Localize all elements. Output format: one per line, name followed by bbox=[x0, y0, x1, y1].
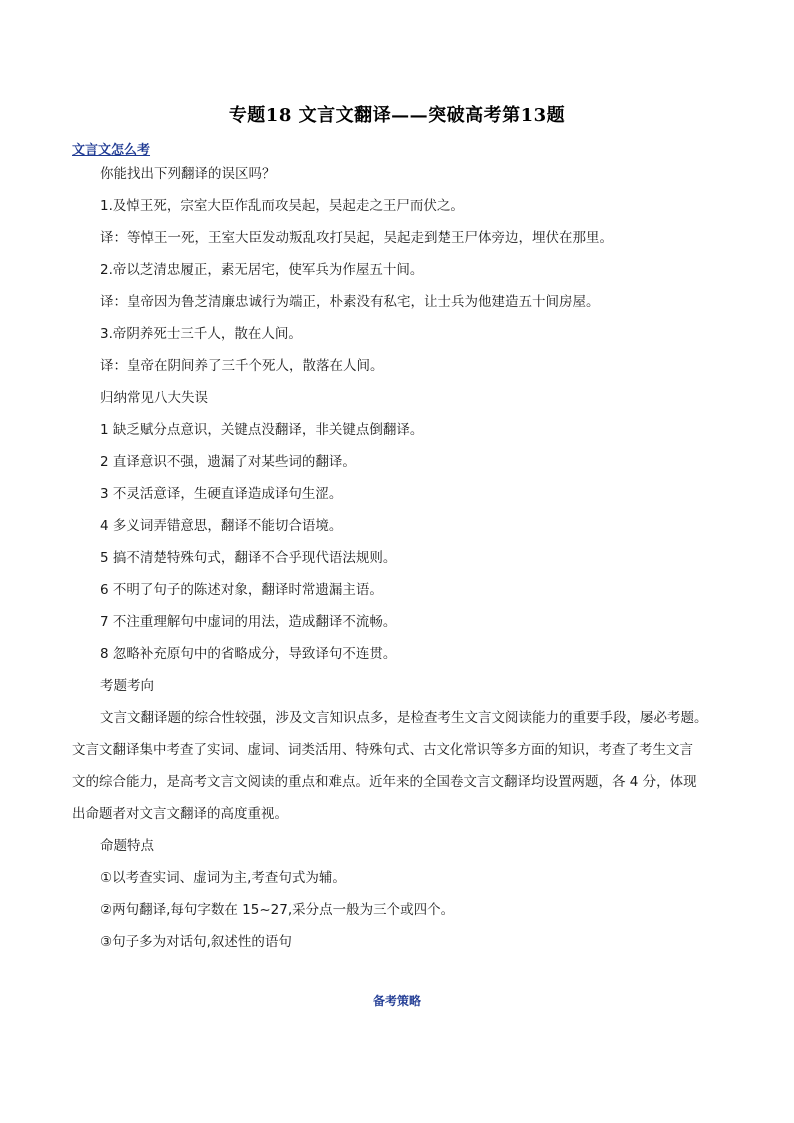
features-heading: 命题特点 bbox=[100, 838, 154, 854]
mistake-item: 6 不明了句子的陈述对象，翻译时常遗漏主语。 bbox=[100, 582, 383, 598]
paragraph-line: 出命题者对文言文翻译的高度重视。 bbox=[72, 806, 288, 822]
mistake-item: 4 多义词弄错意思，翻译不能切合语境。 bbox=[100, 518, 343, 534]
intro-question: 你能找出下列翻译的误区吗？ bbox=[100, 166, 276, 182]
mistake-item: 3 不灵活意译，生硬直译造成译句生涩。 bbox=[100, 486, 343, 502]
mistake-item: 8 忽略补充原句中的省略成分，导致译句不连贯。 bbox=[100, 646, 397, 662]
section-link-how-tested[interactable]: 文言文怎么考 bbox=[72, 143, 151, 158]
paragraph-line: 文言文翻译集中考查了实词、虚词、词类活用、特殊句式、古文化常识等多方面的知识，考查了考生文言 bbox=[72, 742, 693, 758]
example-2-translation: 译：皇帝因为鲁芝清廉忠诚行为端正，朴素没有私宅，让士兵为他建造五十间房屋。 bbox=[100, 294, 600, 310]
mistakes-heading: 归纳常见八大失误 bbox=[100, 390, 208, 406]
paragraph-line: 文言文翻译题的综合性较强，涉及文言知识点多，是检查考生文言文阅读能力的重要手段，屡必考题。 bbox=[100, 710, 708, 726]
exam-direction-heading: 考题考向 bbox=[100, 678, 154, 694]
paragraph-line: 文的综合能力，是高考文言文阅读的重点和难点。近年来的全国卷文言文翻译均设置两题，各 4 分，体现 bbox=[72, 774, 697, 790]
feature-item: ②两句翻译,每句字数在 15~27,采分点一般为三个或四个。 bbox=[100, 902, 455, 918]
example-3-translation: 译：皇帝在阴间养了三千个死人，散落在人间。 bbox=[100, 358, 384, 374]
mistake-item: 5 搞不清楚特殊句式，翻译不合乎现代语法规则。 bbox=[100, 550, 397, 566]
page-title: 专题18 文言文翻译——突破高考第13题 bbox=[228, 105, 566, 126]
example-1-translation: 译：等悼王一死，王室大臣发动叛乱攻打吴起，吴起走到楚王尸体旁边，埋伏在那里。 bbox=[100, 230, 613, 246]
feature-item: ③句子多为对话句,叙述性的语句 bbox=[100, 934, 292, 950]
feature-item: ①以考查实词、虚词为主,考查句式为辅。 bbox=[100, 870, 346, 886]
example-3-source: 3.帝阴养死士三千人，散在人间。 bbox=[100, 326, 302, 342]
mistake-item: 1 缺乏赋分点意识，关键点没翻译，非关键点倒翻译。 bbox=[100, 422, 424, 438]
mistake-item: 7 不注重理解句中虚词的用法，造成翻译不流畅。 bbox=[100, 614, 397, 630]
strategy-heading: 备考策略 bbox=[372, 994, 421, 1008]
example-2-source: 2.帝以芝清忠履正，素无居宅，使军兵为作屋五十间。 bbox=[100, 262, 424, 278]
example-1-source: 1.及悼王死，宗室大臣作乱而攻吴起，吴起走之王尸而伏之。 bbox=[100, 198, 464, 214]
mistake-item: 2 直译意识不强，遗漏了对某些词的翻译。 bbox=[100, 454, 356, 470]
